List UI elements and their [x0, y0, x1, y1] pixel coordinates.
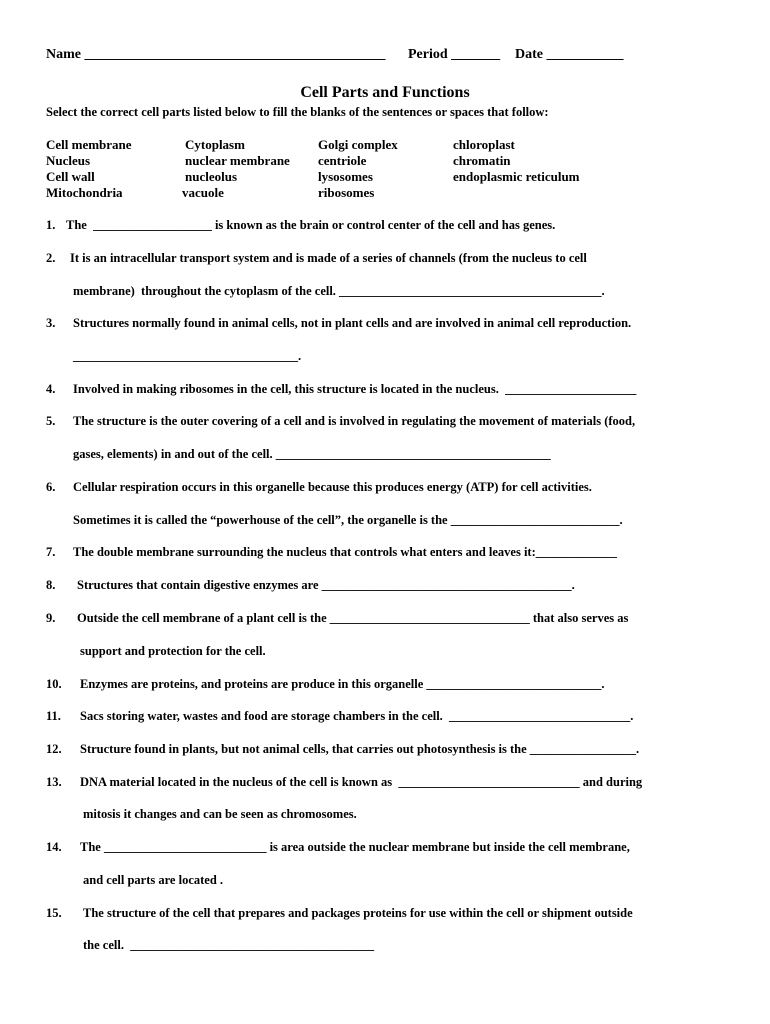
- instructions: Select the correct cell parts listed below to fill the blanks of the sentences or spaces that follow:: [46, 105, 549, 119]
- word-bank-term: Cell membrane: [46, 137, 132, 152]
- question-text[interactable]: The __________________________ is area outside the nuclear membrane but inside the cell membrane,: [80, 840, 630, 854]
- word-bank-term: Nucleus: [46, 153, 91, 168]
- question-number: 12.: [46, 742, 62, 756]
- question-text: support and protection for the cell.: [80, 644, 266, 658]
- question-text[interactable]: Involved in making ribosomes in the cell, this structure is located in the nucleus. _____________________: [73, 382, 637, 396]
- question-text[interactable]: the cell. _______________________________________: [83, 938, 374, 952]
- question-number: 5.: [46, 414, 56, 428]
- question-text[interactable]: Structure found in plants, but not animal cells, that carries out photosynthesis is the _________________.: [80, 742, 640, 756]
- question-text[interactable]: The ___________________ is known as the brain or control center of the cell and has genes.: [66, 218, 556, 232]
- question-text[interactable]: Enzymes are proteins, and proteins are produce in this organelle ____________________________.: [80, 677, 605, 691]
- period-field-line[interactable]: Period _______: [408, 47, 501, 62]
- date-field-line[interactable]: Date ___________: [515, 47, 624, 62]
- question-text[interactable]: Structures that contain digestive enzymes are ________________________________________.: [77, 578, 575, 592]
- question-text: The structure is the outer covering of a cell and is involved in regulating the movement of materials (food,: [73, 414, 636, 428]
- question-number: 1.: [46, 218, 56, 232]
- question-number: 14.: [46, 840, 62, 854]
- word-bank-term: Mitochondria: [46, 185, 123, 200]
- question-text: It is an intracellular transport system and is made of a series of channels (from the nucleus to cell: [70, 251, 587, 265]
- word-bank-term: nucleolus: [185, 169, 238, 184]
- name-field-line[interactable]: Name ___________________________________________: [46, 47, 386, 62]
- question-text: mitosis it changes and can be seen as chromosomes.: [83, 807, 357, 821]
- question-number: 4.: [46, 382, 56, 396]
- question-text[interactable]: Sometimes it is called the “powerhouse of the cell”, the organelle is the ___________________________.: [73, 513, 623, 527]
- question-text: and cell parts are located .: [83, 873, 224, 887]
- question-text[interactable]: The double membrane surrounding the nucleus that controls what enters and leaves it:_____________: [73, 545, 618, 559]
- question-text[interactable]: membrane) throughout the cytoplasm of the cell. __________________________________________.: [73, 284, 605, 298]
- word-bank-term: Cell wall: [46, 169, 95, 184]
- question-number: 10.: [46, 677, 62, 691]
- question-number: 15.: [46, 906, 62, 920]
- question-number: 3.: [46, 316, 56, 330]
- word-bank-term: lysosomes: [318, 169, 373, 184]
- question-number: 6.: [46, 480, 56, 494]
- question-text[interactable]: ____________________________________.: [73, 349, 302, 363]
- question-text[interactable]: Sacs storing water, wastes and food are storage chambers in the cell. _____________________________.: [80, 709, 634, 723]
- word-bank-term: Golgi complex: [318, 137, 398, 152]
- question-text[interactable]: Outside the cell membrane of a plant cell is the ________________________________ that also serves as: [77, 611, 629, 625]
- word-bank-term: chromatin: [453, 153, 511, 168]
- word-bank-term: ribosomes: [318, 185, 375, 200]
- word-bank-term: Cytoplasm: [185, 137, 245, 152]
- word-bank-term: centriole: [318, 153, 367, 168]
- question-text: The structure of the cell that prepares and packages proteins for use within the cell or shipment outside: [83, 906, 633, 920]
- question-text: Cellular respiration occurs in this organelle because this produces energy (ATP) for cell activities.: [73, 480, 592, 494]
- word-bank-term: endoplasmic reticulum: [453, 169, 580, 184]
- question-number: 7.: [46, 545, 56, 559]
- question-number: 13.: [46, 775, 62, 789]
- word-bank-term: chloroplast: [453, 137, 515, 152]
- word-bank-term: nuclear membrane: [185, 153, 290, 168]
- question-number: 2.: [46, 251, 56, 265]
- page-title: Cell Parts and Functions: [300, 84, 470, 101]
- question-number: 11.: [46, 709, 61, 723]
- question-number: 9.: [46, 611, 56, 625]
- question-text[interactable]: gases, elements) in and out of the cell. ____________________________________________: [73, 447, 551, 461]
- question-number: 8.: [46, 578, 56, 592]
- question-text: Structures normally found in animal cells, not in plant cells and are involved in animal cell reproduction.: [73, 316, 632, 330]
- question-text[interactable]: DNA material located in the nucleus of the cell is known as _____________________________ and during: [80, 775, 643, 789]
- word-bank-term: vacuole: [182, 185, 224, 200]
